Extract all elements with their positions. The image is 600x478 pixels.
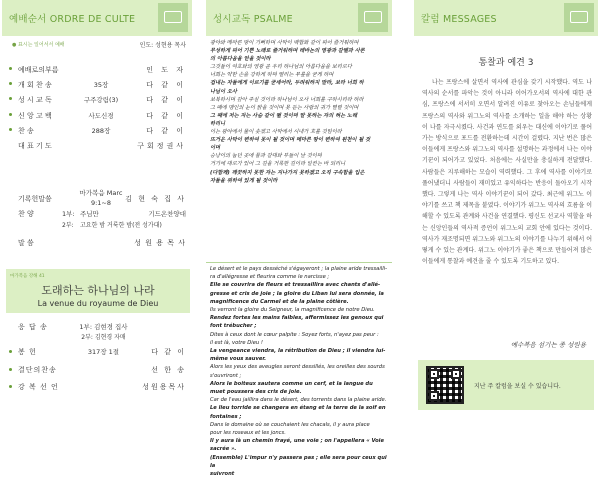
- standing-dot-icon: [9, 128, 12, 131]
- order-mid: 288장: [91, 126, 111, 135]
- order-label: 예배로의부름: [18, 66, 59, 74]
- order-list-2: [6, 320, 190, 398]
- order-row: [6, 345, 190, 363]
- text-line: 그것들이 여호와의 영광 곧 우리 하나님의 아름다움을 보리로다: [210, 64, 352, 71]
- text-line: 이며: [210, 145, 221, 152]
- text-line: 광야와 메마른 땅이 기뻐하며 사막이 백합화 같이 피어 즐거워하며: [210, 40, 359, 46]
- text-line: La vengeance viendra, la rétribution de Dieu ; il viendra lui-: [210, 348, 386, 355]
- anthem-part2-no: 2부:: [62, 222, 74, 229]
- prayer-line: [6, 38, 190, 52]
- messages-header: [414, 0, 598, 36]
- text-line: Le lieu torride se changera en étang et la terre de la soif en: [210, 405, 386, 412]
- anthem-choir: 기드온찬양대: [148, 210, 186, 218]
- text-line: 자들을 위하여 있게 될 것이라: [210, 177, 278, 184]
- order-label: 봉 헌: [18, 348, 37, 356]
- text-line: Alors les yeux des aveugles seront dessillés, les oreilles des sourds: [210, 364, 385, 371]
- order-title: 예배순서 ORDRE DE CULTE: [9, 14, 136, 25]
- order-label: 강 복 선 언: [18, 383, 59, 391]
- signature: 예수복음 섬기는 종 성원용: [510, 341, 586, 349]
- order-mid: 구주강림(3): [83, 96, 119, 105]
- order-row: [6, 320, 190, 345]
- standing-dot-icon: [9, 97, 12, 100]
- order-row: [6, 108, 190, 123]
- text-line: Le désert et le pays desséché s'égayeront ; la plaine aride tressailli-: [210, 266, 387, 272]
- text-line: s'ouvriront ;: [210, 372, 242, 379]
- leader-line: 인도: 성현용 목사: [139, 42, 186, 49]
- order-label: 응 답 송: [18, 323, 48, 331]
- order-right: 다 같 이: [151, 348, 186, 356]
- order-right: 성원용목사: [142, 383, 186, 391]
- text-line: 의 아름다움을 얻을 것이라: [210, 56, 271, 63]
- standing-note: ● 표시는 일어서서 예배: [12, 42, 65, 48]
- standing-dot-icon: [9, 368, 12, 371]
- order-label: 찬 송: [18, 126, 34, 135]
- scripture-label: 기록헌말씀: [18, 195, 52, 203]
- text-line: (다함께) 깨끗하지 못한 자는 지나가지 못하겠고 오직 구속함을 입은: [210, 169, 365, 176]
- order-row: [6, 380, 190, 398]
- sermon-title-fr: La venue du royaume de Dieu: [37, 299, 159, 308]
- text-line: Ils verront la gloire du Seigneur, la magnificence de notre Dieu.: [210, 307, 375, 314]
- order-mid: 35장: [93, 81, 109, 90]
- text-line: 그 때에 맹인의 눈이 밝을 것이며 못 듣는 사람의 귀가 열릴 것이며: [210, 104, 359, 111]
- text-line: 승냥이의 눕던 곳에 풀과 갈대와 부들이 날 것이며: [210, 153, 322, 160]
- qr-caption: 지난 주 칼럼을 보실 수 있습니다.: [474, 383, 561, 390]
- anthem-part2: 고요한 밤 거룩한 밤(전 성가대): [80, 222, 162, 229]
- order-right: 선 한 송: [151, 365, 186, 374]
- order-right: 인 도 자: [146, 66, 186, 74]
- standing-dot-icon: [9, 113, 12, 116]
- text-line: Alors le boiteux sautera comme un cerf, et la langue du: [210, 380, 373, 387]
- text-line: 하리니: [210, 120, 226, 127]
- order-label: 대 표 기 도: [18, 141, 52, 150]
- order-row: [6, 363, 190, 381]
- text-line: font trébucher ;: [210, 323, 257, 330]
- text-line: 그 때에 저는 자는 사슴 같이 뛸 것이며 말 못하는 자의 혀는 노래: [210, 112, 357, 119]
- anthem-part1-no: 1부:: [62, 210, 75, 218]
- standing-dot-icon: [9, 385, 12, 388]
- book-icon: [358, 3, 388, 32]
- psalm-title: 성시교독 PSALME: [213, 14, 293, 25]
- order-mid: 1부: 김현경 집사: [79, 323, 128, 331]
- text-line: 이는 광야에서 물이 솟겠고 사막에서 시내가 흐를 것임이라: [210, 129, 342, 136]
- order-sub: 2부: 김현경 자매: [81, 334, 126, 341]
- text-line: Dites à ceux dont le cœur palpite : Soyez forts, n'ayez pas peur :: [210, 331, 379, 338]
- text-line: pour les roseaux et les joncs.: [210, 430, 286, 437]
- sermon-title-ko: 도래하는 하나님의 나라: [41, 284, 155, 297]
- text-line: 나님이 오사: [210, 88, 237, 95]
- text-line: même vous sauver.: [210, 356, 267, 363]
- order-label: 성 시 교 독: [18, 96, 52, 105]
- messages-title: 칼럼 MESSAGES: [421, 14, 497, 25]
- order-row: [6, 138, 190, 153]
- sermon-ref: 마가복음 강해 41: [10, 274, 45, 279]
- standing-dot-icon: [9, 82, 12, 85]
- order-right: 다 같 이: [146, 111, 186, 120]
- order-row: [6, 62, 190, 77]
- sermon-label: 말 씀: [18, 239, 34, 247]
- order-label: 개 회 찬 송: [18, 81, 52, 90]
- book-icon: [158, 3, 188, 32]
- standing-dot-icon: [9, 67, 12, 70]
- text-line: sacrée ».: [210, 446, 237, 453]
- order-right: 다 같 이: [146, 96, 186, 105]
- text-line: 무성하게 피어 기쁜 노래로 즐거워하며 레바논의 영광과 갈멜과 사론: [210, 48, 365, 55]
- order-right: 다 같 이: [146, 126, 186, 135]
- divider: [206, 262, 392, 263]
- order-label: 신 앙 고 백: [18, 111, 52, 120]
- text-line: 겁내는 자들에게 이르기를 굳세어라, 두려워하지 말라, 보라 너희 하: [210, 80, 364, 87]
- text-line: Car de l'eau jaillira dans le désert, des torrents dans la plaine aride.: [210, 397, 387, 404]
- text-line: 너희는 약한 손을 강하게 하며 떨리는 무릎을 굳게 하며: [210, 72, 334, 79]
- sermon-box: [6, 269, 190, 313]
- order-mid: 317장 1절: [87, 348, 120, 356]
- text-line: 거기에 대로가 있어 그 길을 거룩한 길이라 일컫는 바 되리니: [210, 161, 346, 168]
- preacher: 성 원 용 목 사: [134, 239, 186, 247]
- text-line: Dans le domaine où se couchaient les chacals, il y aura place: [210, 421, 370, 428]
- text-line: Rendez fortes les mains faibles, affermissez les genoux qui: [210, 315, 384, 322]
- text-line: fontaines ;: [210, 413, 242, 420]
- order-of-worship-column: [2, 0, 192, 423]
- anthem-label: 찬 양: [18, 210, 34, 218]
- order-list: [6, 62, 190, 153]
- psalm-korean-text: [210, 39, 390, 185]
- text-line: (Ensemble) L'impur n'y passera pas ; elle sera pour ceux qui la: [210, 454, 387, 469]
- column-body: 나는 프랑스에 살면서 역사에 관심을 갖기 시작했다. 역도 나 역사의 순서를 파악는 것이 아니라 이어가오서의 역사에 대한 관심, 프랑스에 서서히 오면서 알려진 이유로 찾아오는 손님들에게 프랑스의 역사와 위그노의 역사를 소개하는 일을 해야 하는 상황이 나를 자극시켰다. 사건과 연도를 외우는 대신에 이야기로 풀어가는 방식으로 포드를 전환하는데 시간이 걸렸다. 지난 번은 많은 이들에게 프랑스와 위그노의 역사를 설명하는 과정에서 나는 이야기꾼이 되어가고 있었다. 처음에는 사실만을 충실하게 전달했다. 사람들은 지루해하는 모습이 역력했다. 그 후에 역사를 이야기로 풀어냈더니 사람들이 재미있고 유익하다는 반응이 돌아오기 시작했다. 그렇게 나는 역사 이야기꾼이 되어 갔다. 최근에 위그노 이야기를 쓰고 책 제목을 붙였다. 이야기가 위그노 역사의 흐름을 이해할 수 있도록 관계와 사건을 연결했다. 평신도 선교사 역할을 하는 신앙인들의 역사적 증언이 위그노의 교회 안에 있다는 것이다. 역사가 재조명되면 위그노와 위그노의 이야기를 나누기 위해서 어떻게 수 있는 관계다. 위그노 이야기가 좋은 책으로 만들어져 많은 이들에게 통찰과 예견을 줄 수 있도록 기도하고 있다.: [422, 79, 592, 266]
- text-line: suivront: [210, 471, 235, 478]
- text-line: 보복하시며 갚아 주실 것이라 하나님이 오사 너희를 구하시리라 하라: [210, 96, 364, 103]
- order-row: [6, 92, 190, 107]
- scripture-verse: 9:1~8: [90, 199, 112, 207]
- text-line: il est là, votre Dieu !: [210, 339, 263, 346]
- text-line: muet poussera des cris de joie.: [210, 389, 302, 396]
- text-line: Elle se couvrira de fleurs et tressaillira avec chants d'allé-: [210, 282, 381, 289]
- order-mid: 사도신경: [88, 111, 114, 120]
- psalm-french-text: [210, 265, 390, 478]
- text-line: gresse et cris de joie ; la gloire du Liban lui sera donnée, la: [210, 290, 384, 297]
- qr-code-icon[interactable]: [426, 366, 464, 404]
- text-line: 뜨거운 사막이 변하여 못이 될 것이며 메마른 땅이 변하여 원천이 될 것: [210, 137, 371, 144]
- order-header: [2, 0, 192, 36]
- order-right: 구회정권사: [137, 141, 186, 150]
- book-icon: [564, 3, 594, 32]
- text-line: ra d'allégresse et fleurira comme le narcisse ;: [210, 274, 330, 281]
- scripture-reader: 김 현 숙 집 사: [125, 195, 186, 203]
- order-row: [6, 77, 190, 92]
- text-line: Il y aura là un chemin frayé, une voie ; on l'appellera « Voie: [210, 438, 384, 445]
- order-label: 결단의찬송: [18, 365, 57, 374]
- psalm-column: [206, 0, 392, 478]
- psalm-header: [206, 0, 392, 36]
- anthem-part1: 주님만: [80, 210, 99, 218]
- standing-dot-icon: [9, 350, 12, 353]
- order-right: 다 같 이: [146, 81, 186, 90]
- messages-column: [414, 0, 598, 423]
- text-line: magnificence du Carmel et de la plaine côtière.: [210, 298, 349, 305]
- scripture-book: 마가복음 Marc: [79, 189, 123, 197]
- qr-box: [418, 360, 594, 410]
- order-row: [6, 123, 190, 138]
- column-title: 통찰과 예견 3: [478, 58, 534, 68]
